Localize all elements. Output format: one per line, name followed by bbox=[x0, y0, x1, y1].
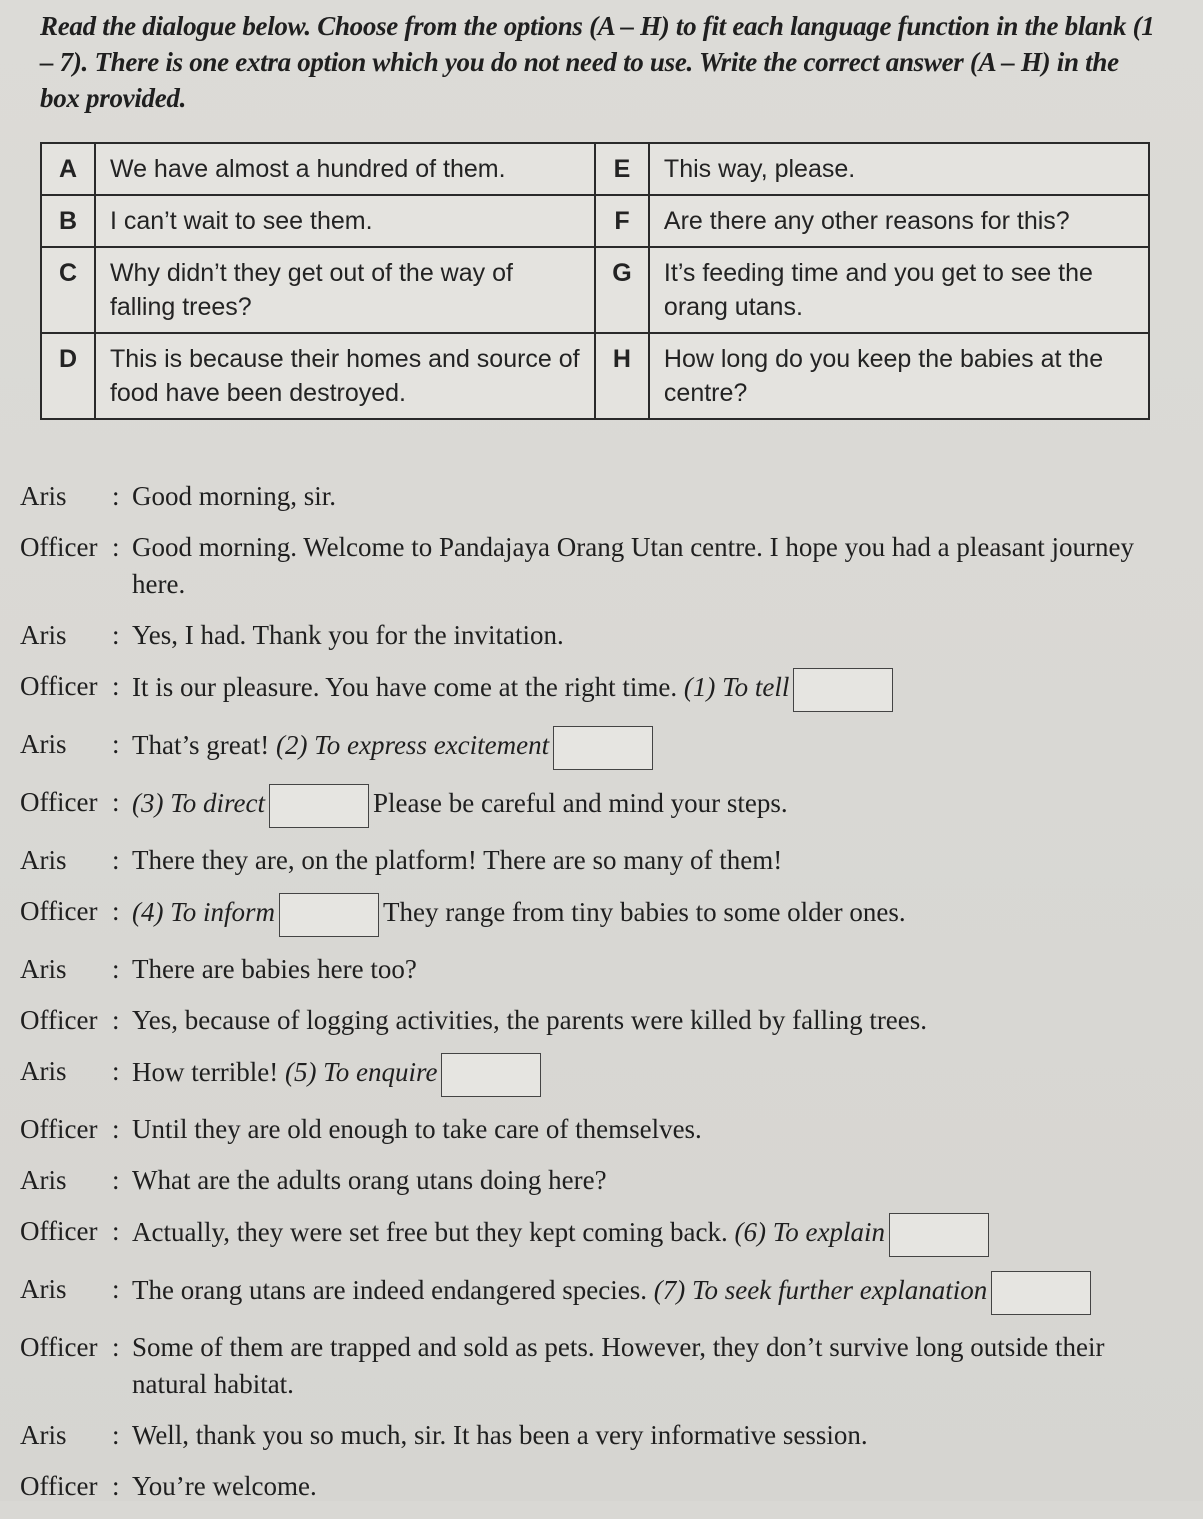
colon: : bbox=[112, 1114, 120, 1144]
answer-box-4[interactable] bbox=[279, 893, 379, 937]
colon: : bbox=[112, 1056, 120, 1086]
speech bbox=[132, 1417, 1160, 1454]
dialogue-line bbox=[20, 478, 1160, 515]
speaker-name: Aris bbox=[20, 481, 67, 511]
colon: : bbox=[112, 729, 120, 759]
speaker-name: Aris bbox=[20, 845, 67, 875]
option-key: E bbox=[595, 143, 649, 195]
colon: : bbox=[112, 1332, 120, 1362]
speech-text: Please be careful and mind your steps. bbox=[373, 788, 788, 819]
dialogue-line bbox=[20, 1271, 1160, 1315]
colon: : bbox=[112, 1165, 120, 1195]
colon: : bbox=[112, 671, 120, 701]
dialogue bbox=[20, 478, 1160, 1519]
speech-text: Until they are old enough to take care of themselves. bbox=[132, 1114, 702, 1144]
speech-text: Yes, because of logging activities, the parents were killed by falling trees. bbox=[132, 1005, 928, 1035]
answer-box-3[interactable] bbox=[269, 784, 369, 828]
options-row bbox=[41, 333, 1149, 419]
colon: : bbox=[112, 954, 120, 984]
speech-text: Some of them are trapped and sold as pets. However, they don’t survive long outside their natural habitat. bbox=[132, 1332, 1105, 1399]
option-key: G bbox=[595, 247, 649, 333]
option-text: I can’t wait to see them. bbox=[95, 195, 595, 247]
speech bbox=[132, 1053, 1160, 1097]
speaker-name: Officer bbox=[20, 532, 98, 562]
speech bbox=[132, 726, 1160, 770]
colon: : bbox=[112, 845, 120, 875]
option-text: It’s feeding time and you get to see the orang utans. bbox=[649, 247, 1149, 333]
dialogue-line bbox=[20, 1329, 1160, 1403]
answer-box-2[interactable] bbox=[553, 726, 653, 770]
options-row bbox=[41, 247, 1149, 333]
option-text: Why didn’t they get out of the way of falling trees? bbox=[95, 247, 595, 333]
speech bbox=[132, 1162, 1160, 1199]
colon: : bbox=[112, 1005, 120, 1035]
speech-text: Well, thank you so much, sir. It has been a very informative session. bbox=[132, 1420, 868, 1450]
answer-box-6[interactable] bbox=[889, 1213, 989, 1257]
speaker-name: Officer bbox=[20, 1114, 98, 1144]
speaker-name: Officer bbox=[20, 896, 98, 926]
language-function-label: (4) To inform bbox=[132, 897, 276, 928]
speech bbox=[132, 617, 1160, 654]
answer-box-5[interactable] bbox=[441, 1053, 541, 1097]
dialogue-line bbox=[20, 1111, 1160, 1148]
dialogue-line bbox=[20, 784, 1160, 828]
language-function-label: (5) To enquire bbox=[284, 1057, 438, 1088]
speech-text: They range from tiny babies to some older ones. bbox=[383, 897, 906, 928]
options-row bbox=[41, 143, 1149, 195]
speaker-name: Officer bbox=[20, 1471, 98, 1501]
speech bbox=[132, 951, 1160, 988]
speech-text: Good morning. Welcome to Pandajaya Orang Utan centre. I hope you had a pleasant journey here. bbox=[132, 532, 1135, 599]
speech-text: There they are, on the platform! There are so many of them! bbox=[132, 845, 783, 875]
language-function-label: (6) To explain bbox=[734, 1217, 886, 1248]
speech bbox=[132, 668, 1160, 712]
dialogue-line bbox=[20, 668, 1160, 712]
option-text: We have almost a hundred of them. bbox=[95, 143, 595, 195]
speaker-name: Officer bbox=[20, 1332, 98, 1362]
dialogue-line bbox=[20, 1417, 1160, 1454]
speaker-name: Officer bbox=[20, 1005, 98, 1035]
speech-text: How terrible! bbox=[132, 1057, 279, 1088]
instructions: Read the dialogue below. Choose from the options (A – H) to fit each language function in the blank (1 – 7). There is one extra option which you do not need to use. Write the correct answer (A – H) in the box provided. bbox=[40, 11, 1155, 113]
dialogue-line bbox=[20, 726, 1160, 770]
colon: : bbox=[112, 1216, 120, 1246]
speaker-name: Aris bbox=[20, 1165, 67, 1195]
colon: : bbox=[112, 481, 120, 511]
speech bbox=[132, 784, 1160, 828]
colon: : bbox=[112, 532, 120, 562]
speech bbox=[132, 842, 1160, 879]
speaker-name: Aris bbox=[20, 1056, 67, 1086]
speech bbox=[132, 1002, 1160, 1039]
language-function-label: (3) To direct bbox=[132, 788, 265, 819]
speaker-name: Aris bbox=[20, 1274, 67, 1304]
speech bbox=[132, 1111, 1160, 1148]
speech-text: Actually, they were set free but they kept coming back. bbox=[132, 1217, 728, 1248]
dialogue-line bbox=[20, 617, 1160, 654]
speech-text: You’re welcome. bbox=[132, 1471, 317, 1501]
dialogue-line bbox=[20, 1053, 1160, 1097]
dialogue-line bbox=[20, 529, 1160, 603]
dialogue-line bbox=[20, 893, 1160, 937]
speaker-name: Aris bbox=[20, 1420, 67, 1450]
speech-text: That’s great! bbox=[132, 730, 270, 761]
speech-text: Yes, I had. Thank you for the invitation. bbox=[132, 620, 564, 650]
speaker-name: Aris bbox=[20, 620, 67, 650]
dialogue-line bbox=[20, 1162, 1160, 1199]
speech bbox=[132, 1213, 1160, 1257]
speech bbox=[132, 1468, 1160, 1505]
option-text: This way, please. bbox=[649, 143, 1149, 195]
speech-text: The orang utans are indeed endangered species. bbox=[132, 1275, 648, 1306]
option-key: B bbox=[41, 195, 95, 247]
answer-box-1[interactable] bbox=[793, 668, 893, 712]
language-function-label: (7) To seek further explanation bbox=[653, 1275, 988, 1306]
option-text: This is because their homes and source of food have been destroyed. bbox=[95, 333, 595, 419]
answer-box-7[interactable] bbox=[991, 1271, 1091, 1315]
dialogue-line bbox=[20, 1213, 1160, 1257]
speech-text: Good morning, sir. bbox=[132, 481, 337, 511]
colon: : bbox=[112, 896, 120, 926]
option-key: A bbox=[41, 143, 95, 195]
options-table bbox=[40, 142, 1150, 420]
colon: : bbox=[112, 1274, 120, 1304]
option-key: D bbox=[41, 333, 95, 419]
language-function-label: (1) To tell bbox=[683, 672, 790, 703]
dialogue-line bbox=[20, 842, 1160, 879]
speaker-name: Aris bbox=[20, 954, 67, 984]
colon: : bbox=[112, 620, 120, 650]
colon: : bbox=[112, 787, 120, 817]
option-key: C bbox=[41, 247, 95, 333]
speech bbox=[132, 478, 1160, 515]
speech-text: There are babies here too? bbox=[132, 954, 417, 984]
speaker-name: Officer bbox=[20, 787, 98, 817]
option-text: Are there any other reasons for this? bbox=[649, 195, 1149, 247]
speech bbox=[132, 529, 1160, 603]
option-key: H bbox=[595, 333, 649, 419]
speech bbox=[132, 1271, 1160, 1315]
colon: : bbox=[112, 1420, 120, 1450]
speaker-name: Officer bbox=[20, 671, 98, 701]
options-row bbox=[41, 195, 1149, 247]
speaker-name: Aris bbox=[20, 729, 67, 759]
option-text: How long do you keep the babies at the centre? bbox=[649, 333, 1149, 419]
dialogue-line bbox=[20, 1002, 1160, 1039]
dialogue-line bbox=[20, 951, 1160, 988]
option-key: F bbox=[595, 195, 649, 247]
speech-text: It is our pleasure. You have come at the right time. bbox=[132, 672, 678, 703]
language-function-label: (2) To express excitement bbox=[275, 730, 550, 761]
speech bbox=[132, 893, 1160, 937]
colon: : bbox=[112, 1471, 120, 1501]
speech-text: What are the adults orang utans doing here? bbox=[132, 1165, 607, 1195]
speech bbox=[132, 1329, 1160, 1403]
speaker-name: Officer bbox=[20, 1216, 98, 1246]
dialogue-line bbox=[20, 1468, 1160, 1505]
